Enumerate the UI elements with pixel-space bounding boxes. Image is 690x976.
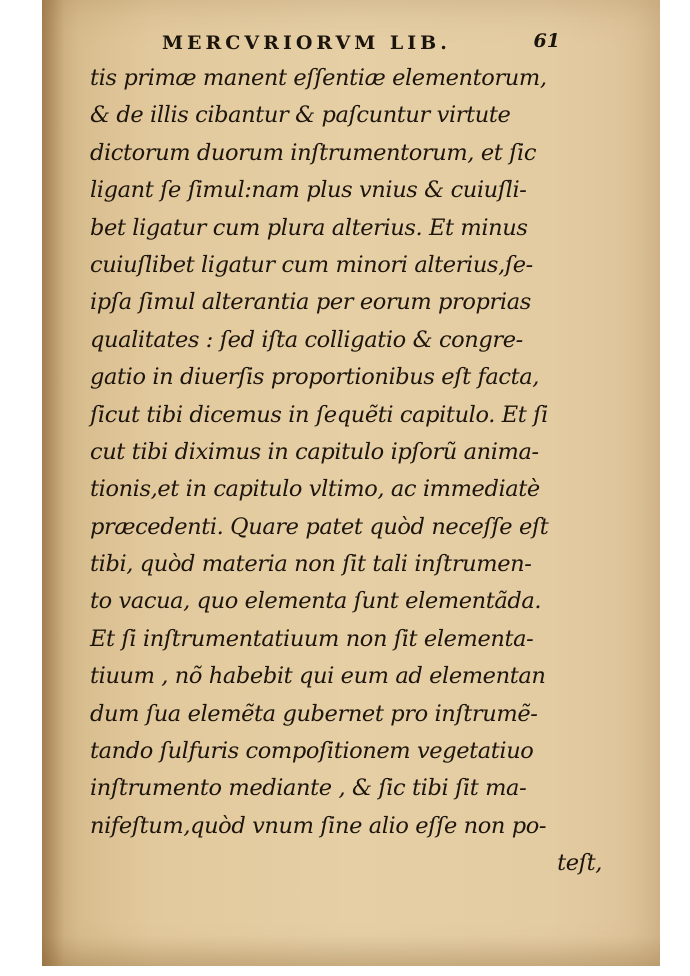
text-line-6: cuiuſlibet ligatur cum minori alterius,ſe- [90,251,533,278]
text-line-12: tionis,et in capitulo vltimo, ac immediatè [90,476,540,503]
text-line-14: tibi, quòd materia non ſit tali inſtrumen- [90,551,532,578]
text-line-1: tis primæ manent eſſentiæ elementorum, [90,65,547,91]
text-line-18: dum ſua elemẽta gubernet pro inſtrumẽ- [90,700,538,727]
book-page [42,0,660,966]
running-head [42,28,660,58]
text-line-2: & de illis cibantur & paſcuntur virtute [90,102,511,129]
text-line-8: qualitates : ſed iſta colligatio & congre- [90,326,523,353]
text-line-9: gatio in diuerſis proportionibus eſt facta, [90,364,540,391]
text-block [90,60,610,883]
text-line-20: inſtrumento mediante , & ſic tibi ſit ma- [90,775,527,802]
catchword: teſt, [557,850,602,877]
text-line-11: cut tibi diximus in capitulo ipſorũ anima- [90,438,539,465]
text-line-4: ligant ſe ſimul:nam plus vnius & cuiuſli- [90,177,527,204]
text-line-17: tiuum , nõ habebit qui eum ad elementan [90,663,546,690]
text-line-21: nifeſtum,quòd vnum ſine alio eſſe non po- [90,812,547,839]
text-line-5: bet ligatur cum plura alterius. Et minus [90,214,528,241]
running-title: MERCVRIORVM LIB. [162,32,451,54]
text-line-13: præcedenti. Quare patet quòd neceſſe eſt [90,513,549,540]
text-line-15: to vacua, quo elementa ſunt elementãda. [90,588,542,615]
text-line-10: ſicut tibi dicemus in ſequẽti capitulo. Et ſi [90,401,548,428]
text-line-16: Et ſi inſtrumentatiuum non ſit elementa- [90,625,534,652]
page-number: 61 [533,30,560,52]
text-line-7: ipſa ſimul alterantia per eorum proprias [90,289,531,316]
text-line-19: tando ſulfuris compoſitionem vegetatiuo [90,738,534,765]
text-line-3: dictorum duorum inſtrumentorum, et ſic [90,139,537,166]
